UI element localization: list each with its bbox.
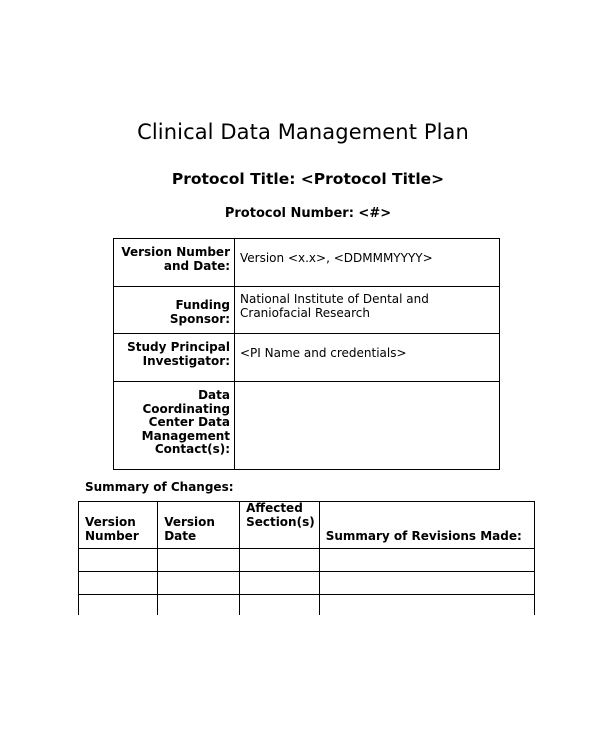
- table-cell: [240, 549, 320, 572]
- table-cell: [79, 549, 158, 572]
- affected-sections-header: Affected Section(s): [240, 502, 320, 549]
- table-row: [114, 239, 500, 287]
- table-row: [79, 572, 535, 595]
- data-management-contact-label: Data Coordinating Center Data Management Contact(s):: [114, 382, 235, 470]
- table-row: [79, 549, 535, 572]
- summary-of-changes-table: [78, 501, 535, 615]
- version-number-date-value: Version <x.x>, <DDMMMYYYY>: [235, 239, 500, 287]
- summary-of-revisions-header: Summary of Revisions Made:: [319, 502, 534, 549]
- table-cell: [240, 572, 320, 595]
- table-cell: [79, 572, 158, 595]
- table-cell: [158, 595, 240, 616]
- funding-sponsor-label: Funding Sponsor:: [114, 287, 235, 334]
- protocol-title: Protocol Title: <Protocol Title>: [171, 170, 445, 188]
- data-management-contact-value: [235, 382, 500, 470]
- table-row: [114, 334, 500, 382]
- table-row: [114, 382, 500, 470]
- summary-of-changes-table-wrap: [78, 501, 535, 615]
- table-header-row: [79, 502, 535, 549]
- document-title: Clinical Data Management Plan: [137, 120, 469, 144]
- table-cell: [79, 595, 158, 616]
- protocol-info-table: [113, 238, 500, 470]
- principal-investigator-label: Study Principal Investigator:: [114, 334, 235, 382]
- summary-of-changes-label: Summary of Changes:: [85, 480, 234, 494]
- table-cell: [158, 572, 240, 595]
- protocol-number: Protocol Number: <#>: [224, 206, 392, 221]
- table-cell: [319, 595, 534, 616]
- principal-investigator-value: <PI Name and credentials>: [235, 334, 500, 382]
- version-date-header: Version Date: [158, 502, 240, 549]
- table-cell: [319, 572, 534, 595]
- table-row: [79, 595, 535, 616]
- version-number-date-label: Version Number and Date:: [114, 239, 235, 287]
- table-row: [114, 287, 500, 334]
- table-cell: [240, 595, 320, 616]
- table-cell: [319, 549, 534, 572]
- version-number-header: Version Number: [79, 502, 158, 549]
- funding-sponsor-value: National Institute of Dental and Craniofacial Research: [235, 287, 500, 334]
- table-cell: [158, 549, 240, 572]
